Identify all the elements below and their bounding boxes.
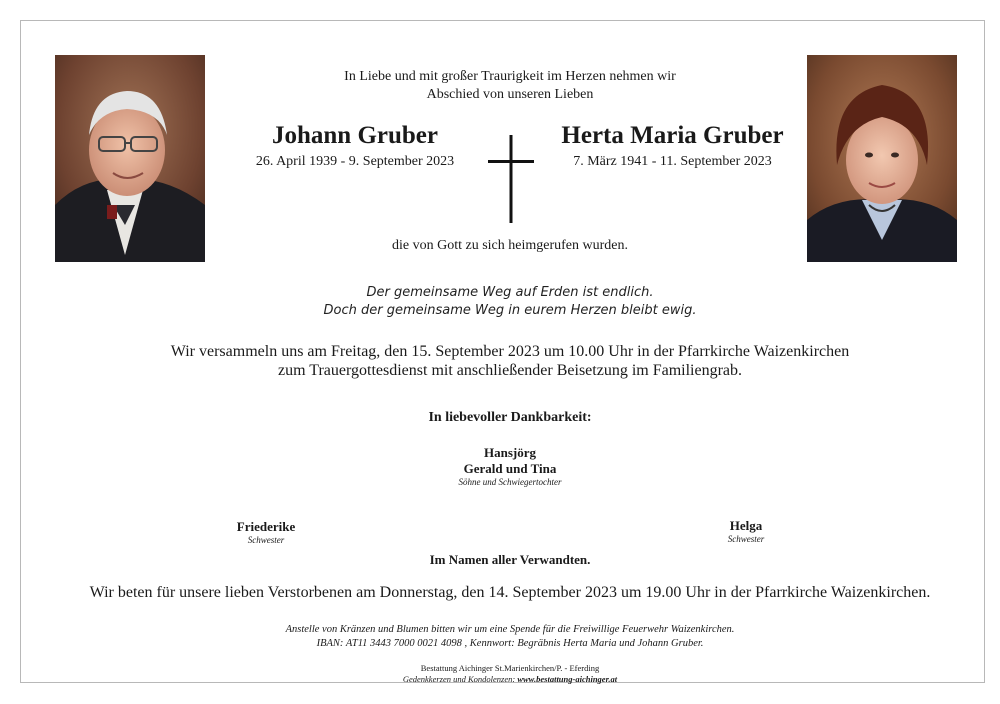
cross-icon xyxy=(488,135,534,225)
quote xyxy=(150,284,870,320)
heimgerufen-text: die von Gott zu sich heimgerufen wurden. xyxy=(392,238,628,253)
quote-line-2: Doch der gemeinsame Weg in eurem Herzen bleibt ewig. xyxy=(323,303,697,318)
undertaker-prefix: Gedenkkerzen und Kondolenzen: xyxy=(402,674,518,684)
undertaker-line-2 xyxy=(250,674,770,685)
sibling-right-relation: Schwester xyxy=(727,534,765,544)
herta-dates: 7. März 1941 - 11. September 2023 xyxy=(573,154,772,169)
funeral-service-info xyxy=(60,342,960,380)
donation-line-2: IBAN: AT11 3443 7000 0021 4098 , Kennwort: Begräbnis Herta Maria und Johann Gruber. xyxy=(316,638,704,649)
family-name-1: Hansjörg xyxy=(484,445,536,460)
intro-text xyxy=(250,68,770,104)
sibling-left-relation: Schwester xyxy=(247,535,285,545)
undertaker-line-1: Bestattung Aichinger St.Marienkirchen/P. - Eferding xyxy=(420,663,600,673)
undertaker-info xyxy=(250,663,770,685)
johann-name: Johann Gruber xyxy=(271,122,438,149)
prayer-info: Wir beten für unsere lieben Verstorbenen am Donnerstag, den 14. September 2023 um 19.00 Uhr in der Pfarrkirche Waizenkirchen. xyxy=(89,584,931,601)
gathering-line-1: Wir versammeln uns am Freitag, den 15. September 2023 um 10.00 Uhr in der Pfarrkirche Waizenkirchen xyxy=(170,343,850,360)
donation-info xyxy=(150,623,870,651)
family-names xyxy=(250,445,770,477)
donation-line-1: Anstelle von Kränzen und Blumen bitten wir um eine Spende für die Freiwillige Feuerwehr Waizenkirchen. xyxy=(285,624,735,635)
family-name-2: Gerald und Tina xyxy=(463,461,557,476)
family-relation: Söhne und Schwiegertochter xyxy=(458,477,562,487)
sibling-left-name: Friederike xyxy=(236,519,296,534)
person-herta xyxy=(545,122,800,170)
sibling-right xyxy=(676,518,816,544)
sibling-left xyxy=(196,519,336,545)
person-johann xyxy=(240,122,470,170)
intro-line-1: In Liebe und mit großer Traurigkeit im Herzen nehmen wir xyxy=(344,69,676,84)
intro-line-2: Abschied von unseren Lieben xyxy=(426,87,594,102)
portrait-herta-maria-gruber xyxy=(807,55,957,262)
relatives-line: Im Namen aller Verwandten. xyxy=(429,552,591,567)
thanks-heading: In liebevoller Dankbarkeit: xyxy=(428,410,592,425)
portrait-johann-gruber xyxy=(55,55,205,262)
johann-dates: 26. April 1939 - 9. September 2023 xyxy=(255,154,455,169)
sibling-right-name: Helga xyxy=(729,518,763,533)
quote-line-1: Der gemeinsame Weg auf Erden ist endlich. xyxy=(366,285,654,300)
undertaker-website-link[interactable]: www.bestattung-aichinger.at xyxy=(517,674,618,684)
gathering-line-2: zum Trauergottesdienst mit anschließender Beisetzung im Familiengrab. xyxy=(277,362,743,379)
herta-name: Herta Maria Gruber xyxy=(561,122,784,149)
